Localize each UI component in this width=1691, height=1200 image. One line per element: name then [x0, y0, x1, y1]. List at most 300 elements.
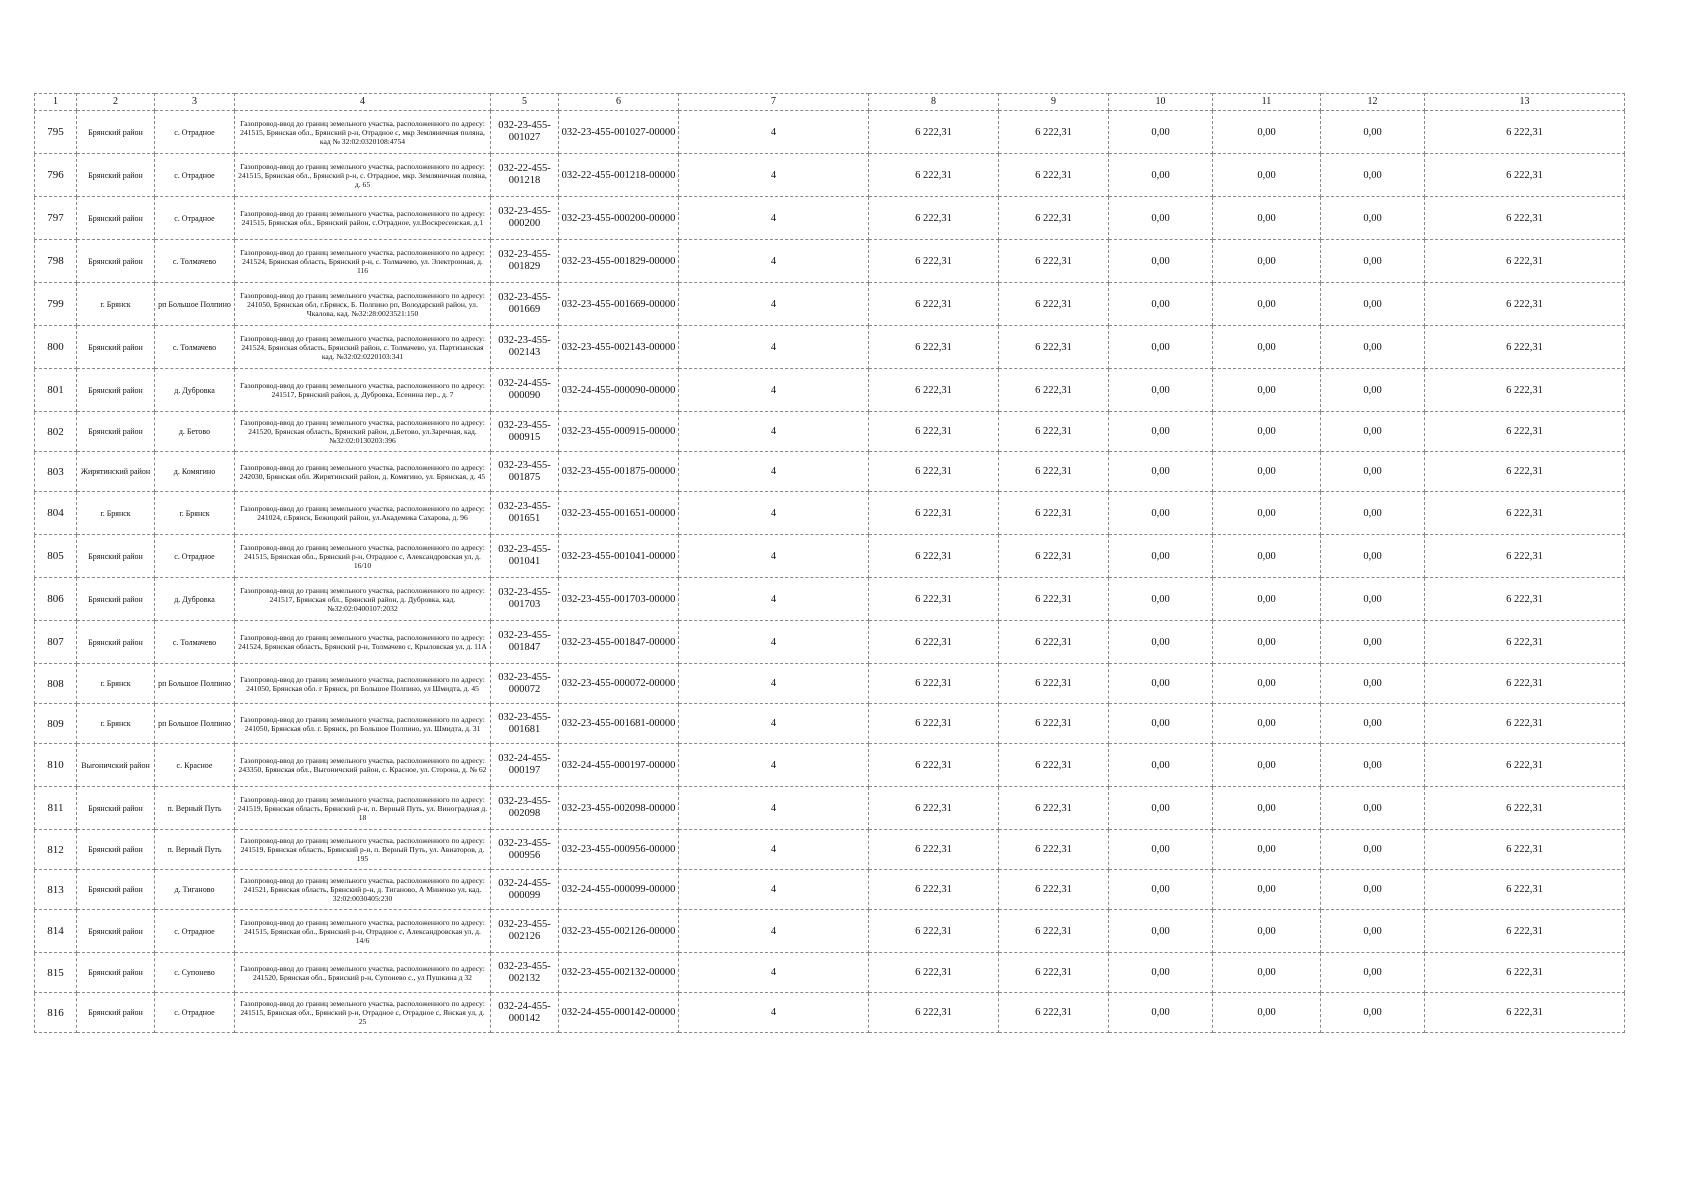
row-number-cell: 811	[35, 787, 77, 830]
col13-amount-cell: 6 222,31	[1425, 870, 1625, 910]
column-header: 9	[999, 94, 1109, 111]
object-id-cell: 032-23-455-001651-00000	[559, 492, 679, 535]
col10-amount-cell: 0,00	[1109, 910, 1213, 953]
col12-amount-cell: 0,00	[1321, 704, 1425, 744]
col10-amount-cell: 0,00	[1109, 787, 1213, 830]
col9-amount-cell: 6 222,31	[999, 993, 1109, 1033]
col9-amount-cell: 6 222,31	[999, 578, 1109, 621]
col12-amount-cell: 0,00	[1321, 326, 1425, 369]
col11-amount-cell: 0,00	[1213, 197, 1321, 240]
column-header: 11	[1213, 94, 1321, 111]
row-number-cell: 807	[35, 621, 77, 664]
col13-amount-cell: 6 222,31	[1425, 744, 1625, 787]
locality-cell: с. Толмачево	[155, 621, 235, 664]
col12-amount-cell: 0,00	[1321, 111, 1425, 154]
col10-amount-cell: 0,00	[1109, 326, 1213, 369]
object-code-cell: 032-23-455-001027	[491, 111, 559, 154]
object-code-cell: 032-24-455-000142	[491, 993, 559, 1033]
col10-amount-cell: 0,00	[1109, 870, 1213, 910]
object-id-cell: 032-23-455-002143-00000	[559, 326, 679, 369]
object-description-cell: Газопровод-ввод до границ земельного участка, расположенного по адресу: 241515, Брянская обл., Брянский р-н, Отрадное с, Отрадное с, Янская ул, д. 25	[235, 993, 491, 1033]
district-cell: г. Брянск	[77, 704, 155, 744]
col9-amount-cell: 6 222,31	[999, 953, 1109, 993]
row-number-cell: 815	[35, 953, 77, 993]
col8-amount-cell: 6 222,31	[869, 953, 999, 993]
object-description-cell: Газопровод-ввод до границ земельного участка, расположенного по адресу: 241517, Брянская обл., Брянский район, д. Дубровка, кад. №32:02:0400107:2032	[235, 578, 491, 621]
object-id-cell: 032-24-455-000197-00000	[559, 744, 679, 787]
col11-amount-cell: 0,00	[1213, 111, 1321, 154]
row-number-cell: 809	[35, 704, 77, 744]
object-id-cell: 032-23-455-000072-00000	[559, 664, 679, 704]
object-description-cell: Газопровод-ввод до границ земельного участка, расположенного по адресу: 241524, Брянская область, Брянский р-н, с. Толмачево, ул. Электронная, д. 116	[235, 240, 491, 283]
col12-amount-cell: 0,00	[1321, 870, 1425, 910]
col8-amount-cell: 6 222,31	[869, 578, 999, 621]
district-cell: г. Брянск	[77, 283, 155, 326]
col12-amount-cell: 0,00	[1321, 197, 1425, 240]
col7-cell: 4	[679, 578, 869, 621]
table-row	[35, 154, 1625, 197]
locality-cell: с. Отрадное	[155, 197, 235, 240]
col12-amount-cell: 0,00	[1321, 154, 1425, 197]
column-header: 3	[155, 94, 235, 111]
col9-amount-cell: 6 222,31	[999, 621, 1109, 664]
col11-amount-cell: 0,00	[1213, 870, 1321, 910]
col10-amount-cell: 0,00	[1109, 452, 1213, 492]
col9-amount-cell: 6 222,31	[999, 744, 1109, 787]
district-cell: г. Брянск	[77, 664, 155, 704]
column-header: 10	[1109, 94, 1213, 111]
object-id-cell: 032-23-455-000915-00000	[559, 412, 679, 452]
col7-cell: 4	[679, 240, 869, 283]
object-description-cell: Газопровод-ввод до границ земельного участка, расположенного по адресу: 241515, Брянская обл., Брянский район, с.Отрадное, ул.Воскресенская, д.1	[235, 197, 491, 240]
table-row	[35, 111, 1625, 154]
document-page	[34, 93, 1624, 1033]
col11-amount-cell: 0,00	[1213, 369, 1321, 412]
col8-amount-cell: 6 222,31	[869, 412, 999, 452]
col11-amount-cell: 0,00	[1213, 830, 1321, 870]
col10-amount-cell: 0,00	[1109, 830, 1213, 870]
object-description-cell: Газопровод-ввод до границ земельного участка, расположенного по адресу: 241515, Брянская обл., Брянский р-н, Отрадное с, Александровская ул, д. 14/6	[235, 910, 491, 953]
object-id-cell: 032-22-455-001218-00000	[559, 154, 679, 197]
col7-cell: 4	[679, 664, 869, 704]
object-description-cell: Газопровод-ввод до границ земельного участка, расположенного по адресу: 242030, Брянская обл. Жирятинский район, д. Комягино, ул. Брянская, д. 45	[235, 452, 491, 492]
locality-cell: д. Комягино	[155, 452, 235, 492]
object-description-cell: Газопровод-ввод до границ земельного участка, расположенного по адресу: 241524, Брянская область, Брянский район, с. Толмачево, ул. Партизанская кад. №32:02:0220103:341	[235, 326, 491, 369]
col8-amount-cell: 6 222,31	[869, 369, 999, 412]
object-code-cell: 032-23-455-000915	[491, 412, 559, 452]
row-number-cell: 800	[35, 326, 77, 369]
col8-amount-cell: 6 222,31	[869, 830, 999, 870]
object-id-cell: 032-24-455-000090-00000	[559, 369, 679, 412]
col7-cell: 4	[679, 870, 869, 910]
locality-cell: с. Отрадное	[155, 910, 235, 953]
object-id-cell: 032-23-455-002126-00000	[559, 910, 679, 953]
col11-amount-cell: 0,00	[1213, 704, 1321, 744]
row-number-cell: 797	[35, 197, 77, 240]
col9-amount-cell: 6 222,31	[999, 240, 1109, 283]
row-number-cell: 799	[35, 283, 77, 326]
col11-amount-cell: 0,00	[1213, 492, 1321, 535]
col13-amount-cell: 6 222,31	[1425, 452, 1625, 492]
col12-amount-cell: 0,00	[1321, 953, 1425, 993]
col11-amount-cell: 0,00	[1213, 452, 1321, 492]
row-number-cell: 801	[35, 369, 77, 412]
column-header: 6	[559, 94, 679, 111]
col13-amount-cell: 6 222,31	[1425, 578, 1625, 621]
table-row	[35, 535, 1625, 578]
col10-amount-cell: 0,00	[1109, 492, 1213, 535]
table-row	[35, 993, 1625, 1033]
district-cell: Брянский район	[77, 326, 155, 369]
district-cell: Выгоничский район	[77, 744, 155, 787]
district-cell: Брянский район	[77, 621, 155, 664]
col13-amount-cell: 6 222,31	[1425, 240, 1625, 283]
object-code-cell: 032-24-455-000099	[491, 870, 559, 910]
table-row	[35, 953, 1625, 993]
object-code-cell: 032-23-455-000956	[491, 830, 559, 870]
row-number-cell: 798	[35, 240, 77, 283]
locality-cell: с. Толмачево	[155, 326, 235, 369]
object-id-cell: 032-23-455-002098-00000	[559, 787, 679, 830]
col8-amount-cell: 6 222,31	[869, 492, 999, 535]
col7-cell: 4	[679, 830, 869, 870]
col8-amount-cell: 6 222,31	[869, 787, 999, 830]
col7-cell: 4	[679, 452, 869, 492]
col13-amount-cell: 6 222,31	[1425, 326, 1625, 369]
col13-amount-cell: 6 222,31	[1425, 621, 1625, 664]
object-code-cell: 032-23-455-000072	[491, 664, 559, 704]
table-row	[35, 240, 1625, 283]
object-description-cell: Газопровод-ввод до границ земельного участка, расположенного по адресу: 241515, Брянская обл., Брянский р-н, с. Отрадное, мкр. Земляничная поляна, д. 65	[235, 154, 491, 197]
col7-cell: 4	[679, 412, 869, 452]
district-cell: Брянский район	[77, 787, 155, 830]
object-description-cell: Газопровод-ввод до границ земельного участка, расположенного по адресу: 241521, Брянская область, Брянский р-н, д. Тиганово, А Миненко ул, кад. 32:02:0030405:230	[235, 870, 491, 910]
locality-cell: с. Толмачево	[155, 240, 235, 283]
col9-amount-cell: 6 222,31	[999, 492, 1109, 535]
col11-amount-cell: 0,00	[1213, 283, 1321, 326]
col8-amount-cell: 6 222,31	[869, 111, 999, 154]
col11-amount-cell: 0,00	[1213, 621, 1321, 664]
object-code-cell: 032-23-455-000200	[491, 197, 559, 240]
object-id-cell: 032-23-455-001669-00000	[559, 283, 679, 326]
col12-amount-cell: 0,00	[1321, 578, 1425, 621]
col7-cell: 4	[679, 910, 869, 953]
row-number-cell: 810	[35, 744, 77, 787]
col13-amount-cell: 6 222,31	[1425, 993, 1625, 1033]
object-description-cell: Газопровод-ввод до границ земельного участка, расположенного по адресу: 241050, Брянская обл. г Брянск, рп Большое Полпино, ул Шмидта, д. 45	[235, 664, 491, 704]
col13-amount-cell: 6 222,31	[1425, 492, 1625, 535]
column-header: 8	[869, 94, 999, 111]
table-row	[35, 369, 1625, 412]
object-description-cell: Газопровод-ввод до границ земельного участка, расположенного по адресу: 241524, Брянская область, Брянский р-н, Толмачево с, Крыловская ул, д. 11А	[235, 621, 491, 664]
locality-cell: рп Большое Полпино	[155, 704, 235, 744]
locality-cell: д. Дубровка	[155, 578, 235, 621]
row-number-cell: 808	[35, 664, 77, 704]
locality-cell: с. Отрадное	[155, 154, 235, 197]
column-header: 12	[1321, 94, 1425, 111]
col8-amount-cell: 6 222,31	[869, 197, 999, 240]
col10-amount-cell: 0,00	[1109, 704, 1213, 744]
row-number-cell: 806	[35, 578, 77, 621]
locality-cell: с. Отрадное	[155, 993, 235, 1033]
col13-amount-cell: 6 222,31	[1425, 664, 1625, 704]
row-number-cell: 803	[35, 452, 77, 492]
table-row	[35, 197, 1625, 240]
col12-amount-cell: 0,00	[1321, 664, 1425, 704]
district-cell: Брянский район	[77, 369, 155, 412]
col13-amount-cell: 6 222,31	[1425, 787, 1625, 830]
object-id-cell: 032-23-455-000956-00000	[559, 830, 679, 870]
object-id-cell: 032-24-455-000099-00000	[559, 870, 679, 910]
col10-amount-cell: 0,00	[1109, 664, 1213, 704]
register-body	[35, 111, 1625, 1033]
col10-amount-cell: 0,00	[1109, 621, 1213, 664]
col12-amount-cell: 0,00	[1321, 240, 1425, 283]
row-number-cell: 802	[35, 412, 77, 452]
col11-amount-cell: 0,00	[1213, 412, 1321, 452]
object-id-cell: 032-23-455-001041-00000	[559, 535, 679, 578]
column-header: 4	[235, 94, 491, 111]
col11-amount-cell: 0,00	[1213, 744, 1321, 787]
object-description-cell: Газопровод-ввод до границ земельного участка, расположенного по адресу: 241520, Брянская обл., Брянский р-н, Супонево с., ул Пушкина д 32	[235, 953, 491, 993]
district-cell: Брянский район	[77, 578, 155, 621]
col11-amount-cell: 0,00	[1213, 578, 1321, 621]
col13-amount-cell: 6 222,31	[1425, 154, 1625, 197]
col8-amount-cell: 6 222,31	[869, 283, 999, 326]
col12-amount-cell: 0,00	[1321, 744, 1425, 787]
object-id-cell: 032-24-455-000142-00000	[559, 993, 679, 1033]
col13-amount-cell: 6 222,31	[1425, 535, 1625, 578]
col9-amount-cell: 6 222,31	[999, 910, 1109, 953]
col8-amount-cell: 6 222,31	[869, 870, 999, 910]
row-number-cell: 813	[35, 870, 77, 910]
col8-amount-cell: 6 222,31	[869, 910, 999, 953]
col11-amount-cell: 0,00	[1213, 953, 1321, 993]
object-id-cell: 032-23-455-001681-00000	[559, 704, 679, 744]
col12-amount-cell: 0,00	[1321, 993, 1425, 1033]
table-row	[35, 326, 1625, 369]
col7-cell: 4	[679, 283, 869, 326]
table-row	[35, 664, 1625, 704]
column-number-header-row	[35, 94, 1625, 111]
col12-amount-cell: 0,00	[1321, 535, 1425, 578]
col11-amount-cell: 0,00	[1213, 910, 1321, 953]
locality-cell: д. Дубровка	[155, 369, 235, 412]
col12-amount-cell: 0,00	[1321, 830, 1425, 870]
object-code-cell: 032-23-455-001681	[491, 704, 559, 744]
object-code-cell: 032-23-455-001651	[491, 492, 559, 535]
district-cell: г. Брянск	[77, 492, 155, 535]
col7-cell: 4	[679, 111, 869, 154]
object-code-cell: 032-23-455-002132	[491, 953, 559, 993]
col13-amount-cell: 6 222,31	[1425, 283, 1625, 326]
object-description-cell: Газопровод-ввод до границ земельного участка, расположенного по адресу: 241050, Брянская обл. г. Брянск, рп Большое Полпино, ул. Шмидта, д. 31	[235, 704, 491, 744]
col11-amount-cell: 0,00	[1213, 326, 1321, 369]
col10-amount-cell: 0,00	[1109, 993, 1213, 1033]
locality-cell: с. Красное	[155, 744, 235, 787]
col10-amount-cell: 0,00	[1109, 578, 1213, 621]
table-row	[35, 910, 1625, 953]
district-cell: Брянский район	[77, 240, 155, 283]
col10-amount-cell: 0,00	[1109, 111, 1213, 154]
object-id-cell: 032-23-455-001027-00000	[559, 111, 679, 154]
table-row	[35, 621, 1625, 664]
col8-amount-cell: 6 222,31	[869, 452, 999, 492]
district-cell: Брянский район	[77, 910, 155, 953]
col10-amount-cell: 0,00	[1109, 412, 1213, 452]
district-cell: Брянский район	[77, 197, 155, 240]
col7-cell: 4	[679, 535, 869, 578]
district-cell: Брянский район	[77, 870, 155, 910]
table-row	[35, 787, 1625, 830]
object-id-cell: 032-23-455-002132-00000	[559, 953, 679, 993]
col8-amount-cell: 6 222,31	[869, 744, 999, 787]
locality-cell: рп Большое Полпино	[155, 283, 235, 326]
object-id-cell: 032-23-455-001875-00000	[559, 452, 679, 492]
object-code-cell: 032-23-455-001669	[491, 283, 559, 326]
row-number-cell: 804	[35, 492, 77, 535]
object-code-cell: 032-23-455-001041	[491, 535, 559, 578]
col10-amount-cell: 0,00	[1109, 953, 1213, 993]
col11-amount-cell: 0,00	[1213, 787, 1321, 830]
col10-amount-cell: 0,00	[1109, 369, 1213, 412]
col7-cell: 4	[679, 369, 869, 412]
object-code-cell: 032-23-455-001847	[491, 621, 559, 664]
district-cell: Брянский район	[77, 830, 155, 870]
object-code-cell: 032-24-455-000090	[491, 369, 559, 412]
col9-amount-cell: 6 222,31	[999, 111, 1109, 154]
district-cell: Брянский район	[77, 993, 155, 1033]
district-cell: Брянский район	[77, 111, 155, 154]
row-number-cell: 796	[35, 154, 77, 197]
col10-amount-cell: 0,00	[1109, 240, 1213, 283]
row-number-cell: 812	[35, 830, 77, 870]
col12-amount-cell: 0,00	[1321, 910, 1425, 953]
col8-amount-cell: 6 222,31	[869, 154, 999, 197]
col10-amount-cell: 0,00	[1109, 535, 1213, 578]
row-number-cell: 795	[35, 111, 77, 154]
col9-amount-cell: 6 222,31	[999, 412, 1109, 452]
gas-connection-register-table	[34, 93, 1625, 1033]
col11-amount-cell: 0,00	[1213, 154, 1321, 197]
object-code-cell: 032-23-455-002143	[491, 326, 559, 369]
object-description-cell: Газопровод-ввод до границ земельного участка, расположенного по адресу: 241515, Брянская обл., Брянский р-н, Отрадное с, Александровская ул, д. 16/10	[235, 535, 491, 578]
locality-cell: с. Отрадное	[155, 111, 235, 154]
col9-amount-cell: 6 222,31	[999, 197, 1109, 240]
object-code-cell: 032-23-455-002126	[491, 910, 559, 953]
col12-amount-cell: 0,00	[1321, 369, 1425, 412]
object-id-cell: 032-23-455-001847-00000	[559, 621, 679, 664]
col7-cell: 4	[679, 953, 869, 993]
row-number-cell: 816	[35, 993, 77, 1033]
locality-cell: п. Верный Путь	[155, 830, 235, 870]
object-code-cell: 032-22-455-001218	[491, 154, 559, 197]
col7-cell: 4	[679, 197, 869, 240]
col7-cell: 4	[679, 704, 869, 744]
col13-amount-cell: 6 222,31	[1425, 197, 1625, 240]
object-code-cell: 032-23-455-001875	[491, 452, 559, 492]
object-description-cell: Газопровод-ввод до границ земельного участка, расположенного по адресу: 241520, Брянская область, Брянский район, д.Бетово, ул.Заречная, кад. №32:02:0130203:396	[235, 412, 491, 452]
object-description-cell: Газопровод-ввод до границ земельного участка, расположенного по адресу: 243350, Брянская обл., Выгоничский район, с. Красное, ул. Сторона, д. № 62	[235, 744, 491, 787]
row-number-cell: 814	[35, 910, 77, 953]
district-cell: Брянский район	[77, 953, 155, 993]
column-header: 5	[491, 94, 559, 111]
col10-amount-cell: 0,00	[1109, 197, 1213, 240]
locality-cell: с. Отрадное	[155, 535, 235, 578]
col7-cell: 4	[679, 492, 869, 535]
object-id-cell: 032-23-455-001703-00000	[559, 578, 679, 621]
col10-amount-cell: 0,00	[1109, 283, 1213, 326]
col9-amount-cell: 6 222,31	[999, 283, 1109, 326]
object-description-cell: Газопровод-ввод до границ земельного участка, расположенного по адресу: 241024, г.Брянск, Бежицкий район, ул.Академика Сахарова, д. 96	[235, 492, 491, 535]
col13-amount-cell: 6 222,31	[1425, 111, 1625, 154]
col10-amount-cell: 0,00	[1109, 744, 1213, 787]
object-code-cell: 032-24-455-000197	[491, 744, 559, 787]
col8-amount-cell: 6 222,31	[869, 535, 999, 578]
object-code-cell: 032-23-455-001703	[491, 578, 559, 621]
table-row	[35, 492, 1625, 535]
locality-cell: д. Тиганово	[155, 870, 235, 910]
col7-cell: 4	[679, 154, 869, 197]
object-id-cell: 032-23-455-000200-00000	[559, 197, 679, 240]
table-row	[35, 744, 1625, 787]
district-cell: Брянский район	[77, 154, 155, 197]
column-header: 1	[35, 94, 77, 111]
object-description-cell: Газопровод-ввод до границ земельного участка, расположенного по адресу: 241517, Брянский район, д. Дубровка, Есенина пер., д. 7	[235, 369, 491, 412]
col9-amount-cell: 6 222,31	[999, 870, 1109, 910]
col9-amount-cell: 6 222,31	[999, 704, 1109, 744]
object-description-cell: Газопровод-ввод до границ земельного участка, расположенного по адресу: 241519, Брянская область, Брянский р-н, п. Верный Путь, ул. Авиаторов, д. 195	[235, 830, 491, 870]
col9-amount-cell: 6 222,31	[999, 787, 1109, 830]
col12-amount-cell: 0,00	[1321, 452, 1425, 492]
table-row	[35, 704, 1625, 744]
col7-cell: 4	[679, 744, 869, 787]
col9-amount-cell: 6 222,31	[999, 154, 1109, 197]
col11-amount-cell: 0,00	[1213, 535, 1321, 578]
col13-amount-cell: 6 222,31	[1425, 953, 1625, 993]
col8-amount-cell: 6 222,31	[869, 621, 999, 664]
col8-amount-cell: 6 222,31	[869, 993, 999, 1033]
col7-cell: 4	[679, 993, 869, 1033]
col11-amount-cell: 0,00	[1213, 993, 1321, 1033]
locality-cell: с. Супонево	[155, 953, 235, 993]
col9-amount-cell: 6 222,31	[999, 326, 1109, 369]
column-header: 13	[1425, 94, 1625, 111]
col9-amount-cell: 6 222,31	[999, 369, 1109, 412]
object-description-cell: Газопровод-ввод до границ земельного участка, расположенного по адресу: 241515, Брянская обл., Брянский р-н, Отрадное с, мкр Земляничная поляна, кад № 32:02:0320108:4754	[235, 111, 491, 154]
col13-amount-cell: 6 222,31	[1425, 704, 1625, 744]
row-number-cell: 805	[35, 535, 77, 578]
col9-amount-cell: 6 222,31	[999, 535, 1109, 578]
col7-cell: 4	[679, 326, 869, 369]
col11-amount-cell: 0,00	[1213, 240, 1321, 283]
object-description-cell: Газопровод-ввод до границ земельного участка, расположенного по адресу: 241050, Брянская обл, г.Брянск, Б. Полпино рп, Володарский район, ул. Чкалова, кад. №32:28:0023521:150	[235, 283, 491, 326]
district-cell: Брянский район	[77, 535, 155, 578]
col13-amount-cell: 6 222,31	[1425, 369, 1625, 412]
col12-amount-cell: 0,00	[1321, 492, 1425, 535]
locality-cell: рп Большое Полпино	[155, 664, 235, 704]
col9-amount-cell: 6 222,31	[999, 830, 1109, 870]
col13-amount-cell: 6 222,31	[1425, 910, 1625, 953]
locality-cell: г. Брянск	[155, 492, 235, 535]
col9-amount-cell: 6 222,31	[999, 452, 1109, 492]
col8-amount-cell: 6 222,31	[869, 240, 999, 283]
col12-amount-cell: 0,00	[1321, 283, 1425, 326]
col12-amount-cell: 0,00	[1321, 787, 1425, 830]
district-cell: Брянский район	[77, 412, 155, 452]
col9-amount-cell: 6 222,31	[999, 664, 1109, 704]
col8-amount-cell: 6 222,31	[869, 664, 999, 704]
